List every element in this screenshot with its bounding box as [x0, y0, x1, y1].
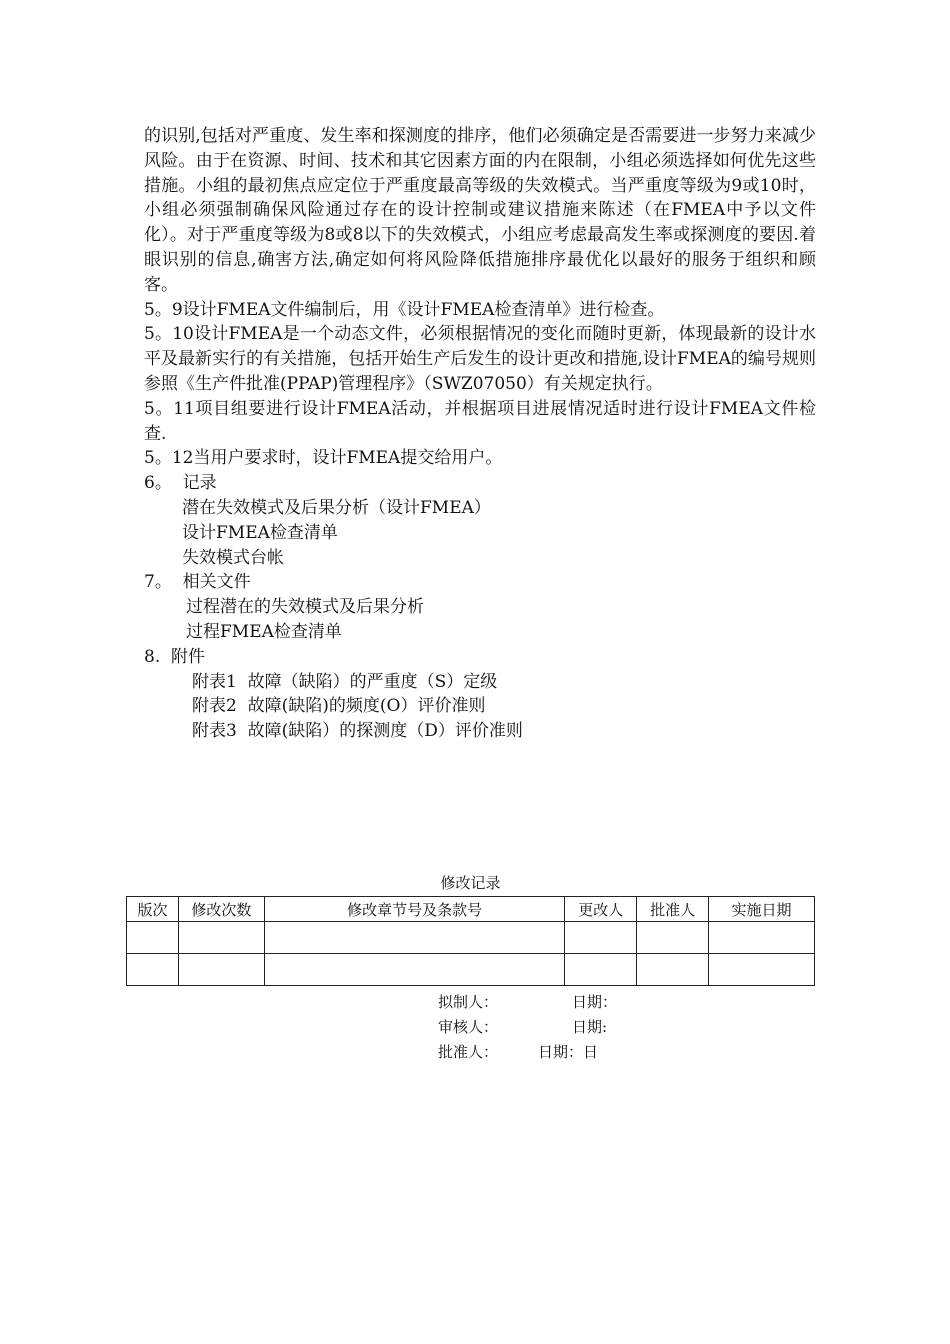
- record-item: 失效模式台帐: [182, 547, 284, 568]
- clause-5-11: 5。11项目组要进行设计FMEA活动，并根据项目进展情况适时进行设计FMEA文件检查.: [144, 398, 816, 444]
- table-row: [127, 954, 815, 986]
- approver-date-label: 日期：日: [538, 1043, 599, 1061]
- clause-5-12: 5。12当用户要求时，设计FMEA提交给用户。: [144, 448, 503, 469]
- related-doc-item: 过程潜在的失效模式及后果分析: [186, 597, 424, 618]
- table-cell: [637, 922, 709, 954]
- header-revision-count: 修改次数: [178, 897, 264, 922]
- attachment-item: 附表3 故障(缺陷）的探测度（D）评价准则: [192, 721, 523, 742]
- table-cell: [127, 954, 179, 986]
- table-row: [127, 922, 815, 954]
- reviewer-date-label: 日期:: [572, 1018, 608, 1036]
- attachment-item: 附表1 故障（缺陷）的严重度（S）定级: [192, 671, 498, 692]
- table-cell: [709, 922, 815, 954]
- table-cell: [127, 922, 179, 954]
- attachment-item: 附表2 故障(缺陷)的频度(O）评价准则: [192, 696, 486, 717]
- table-cell: [565, 922, 637, 954]
- header-modifier: 更改人: [565, 897, 637, 922]
- document-body: [144, 124, 816, 744]
- approver-label: 批准人：: [438, 1043, 499, 1061]
- reviewer-label: 审核人：: [438, 1018, 499, 1036]
- table-cell: [178, 922, 264, 954]
- table-cell: [264, 954, 565, 986]
- table-cell: [178, 954, 264, 986]
- revision-table-title: 修改记录: [440, 874, 501, 892]
- record-item: 潜在失效模式及后果分析（设计FMEA）: [182, 497, 491, 518]
- table-cell: [637, 954, 709, 986]
- table-cell: [565, 954, 637, 986]
- header-revised-clauses: 修改章节号及条款号: [264, 897, 565, 922]
- related-doc-item: 过程FMEA检查清单: [186, 621, 342, 642]
- section-6-heading: 6。 记录: [144, 473, 217, 494]
- clause-5-10: 5。10设计FMEA是一个动态文件，必须根据情况的变化而随时更新，体现最新的设计水平及最新实行的有关措施，包括开始生产后发生的设计更改和措施,设计FMEA的编号规则参照《生产件批准(PPAP)管理程序》（SWZ07050）有关规定执行。: [144, 324, 816, 394]
- table-header-row: [127, 897, 815, 922]
- drafter-label: 拟制人：: [438, 993, 499, 1011]
- table-cell: [264, 922, 565, 954]
- drafter-date-label: 日期：: [572, 993, 618, 1011]
- header-effective-date: 实施日期: [709, 897, 815, 922]
- header-edition: 版次: [127, 897, 179, 922]
- section-7-heading: 7。 相关文件: [144, 572, 251, 593]
- revision-table: [126, 896, 815, 986]
- paragraph-risk-priority: 的识别,包括对严重度、发生率和探测度的排序，他们必须确定是否需要进一步努力来减少风险。由于在资源、时间、技术和其它因素方面的内在限制，小组必须选择如何优先这些措施。小组的最初焦点应定位于严重度最高等级的失效模式。当严重度等级为9或10时，小组必须强制确保风险通过存在的设计控制或建议措施来陈述（在FMEA中予以文件化）。对于严重度等级为8或8以下的失效模式，小组应考虑最高发生率或探测度的要因.着眼识别的信息,确害方法,确定如何将风险降低措施排序最优化以最好的服务于组织和顾客。: [144, 126, 816, 295]
- header-approver: 批准人: [637, 897, 709, 922]
- table-cell: [709, 954, 815, 986]
- section-8-heading: 8. 附件: [144, 646, 206, 667]
- clause-5-9: 5。9设计FMEA文件编制后，用《设计FMEA检查清单》进行检查。: [144, 299, 665, 320]
- record-item: 设计FMEA检查清单: [182, 522, 338, 543]
